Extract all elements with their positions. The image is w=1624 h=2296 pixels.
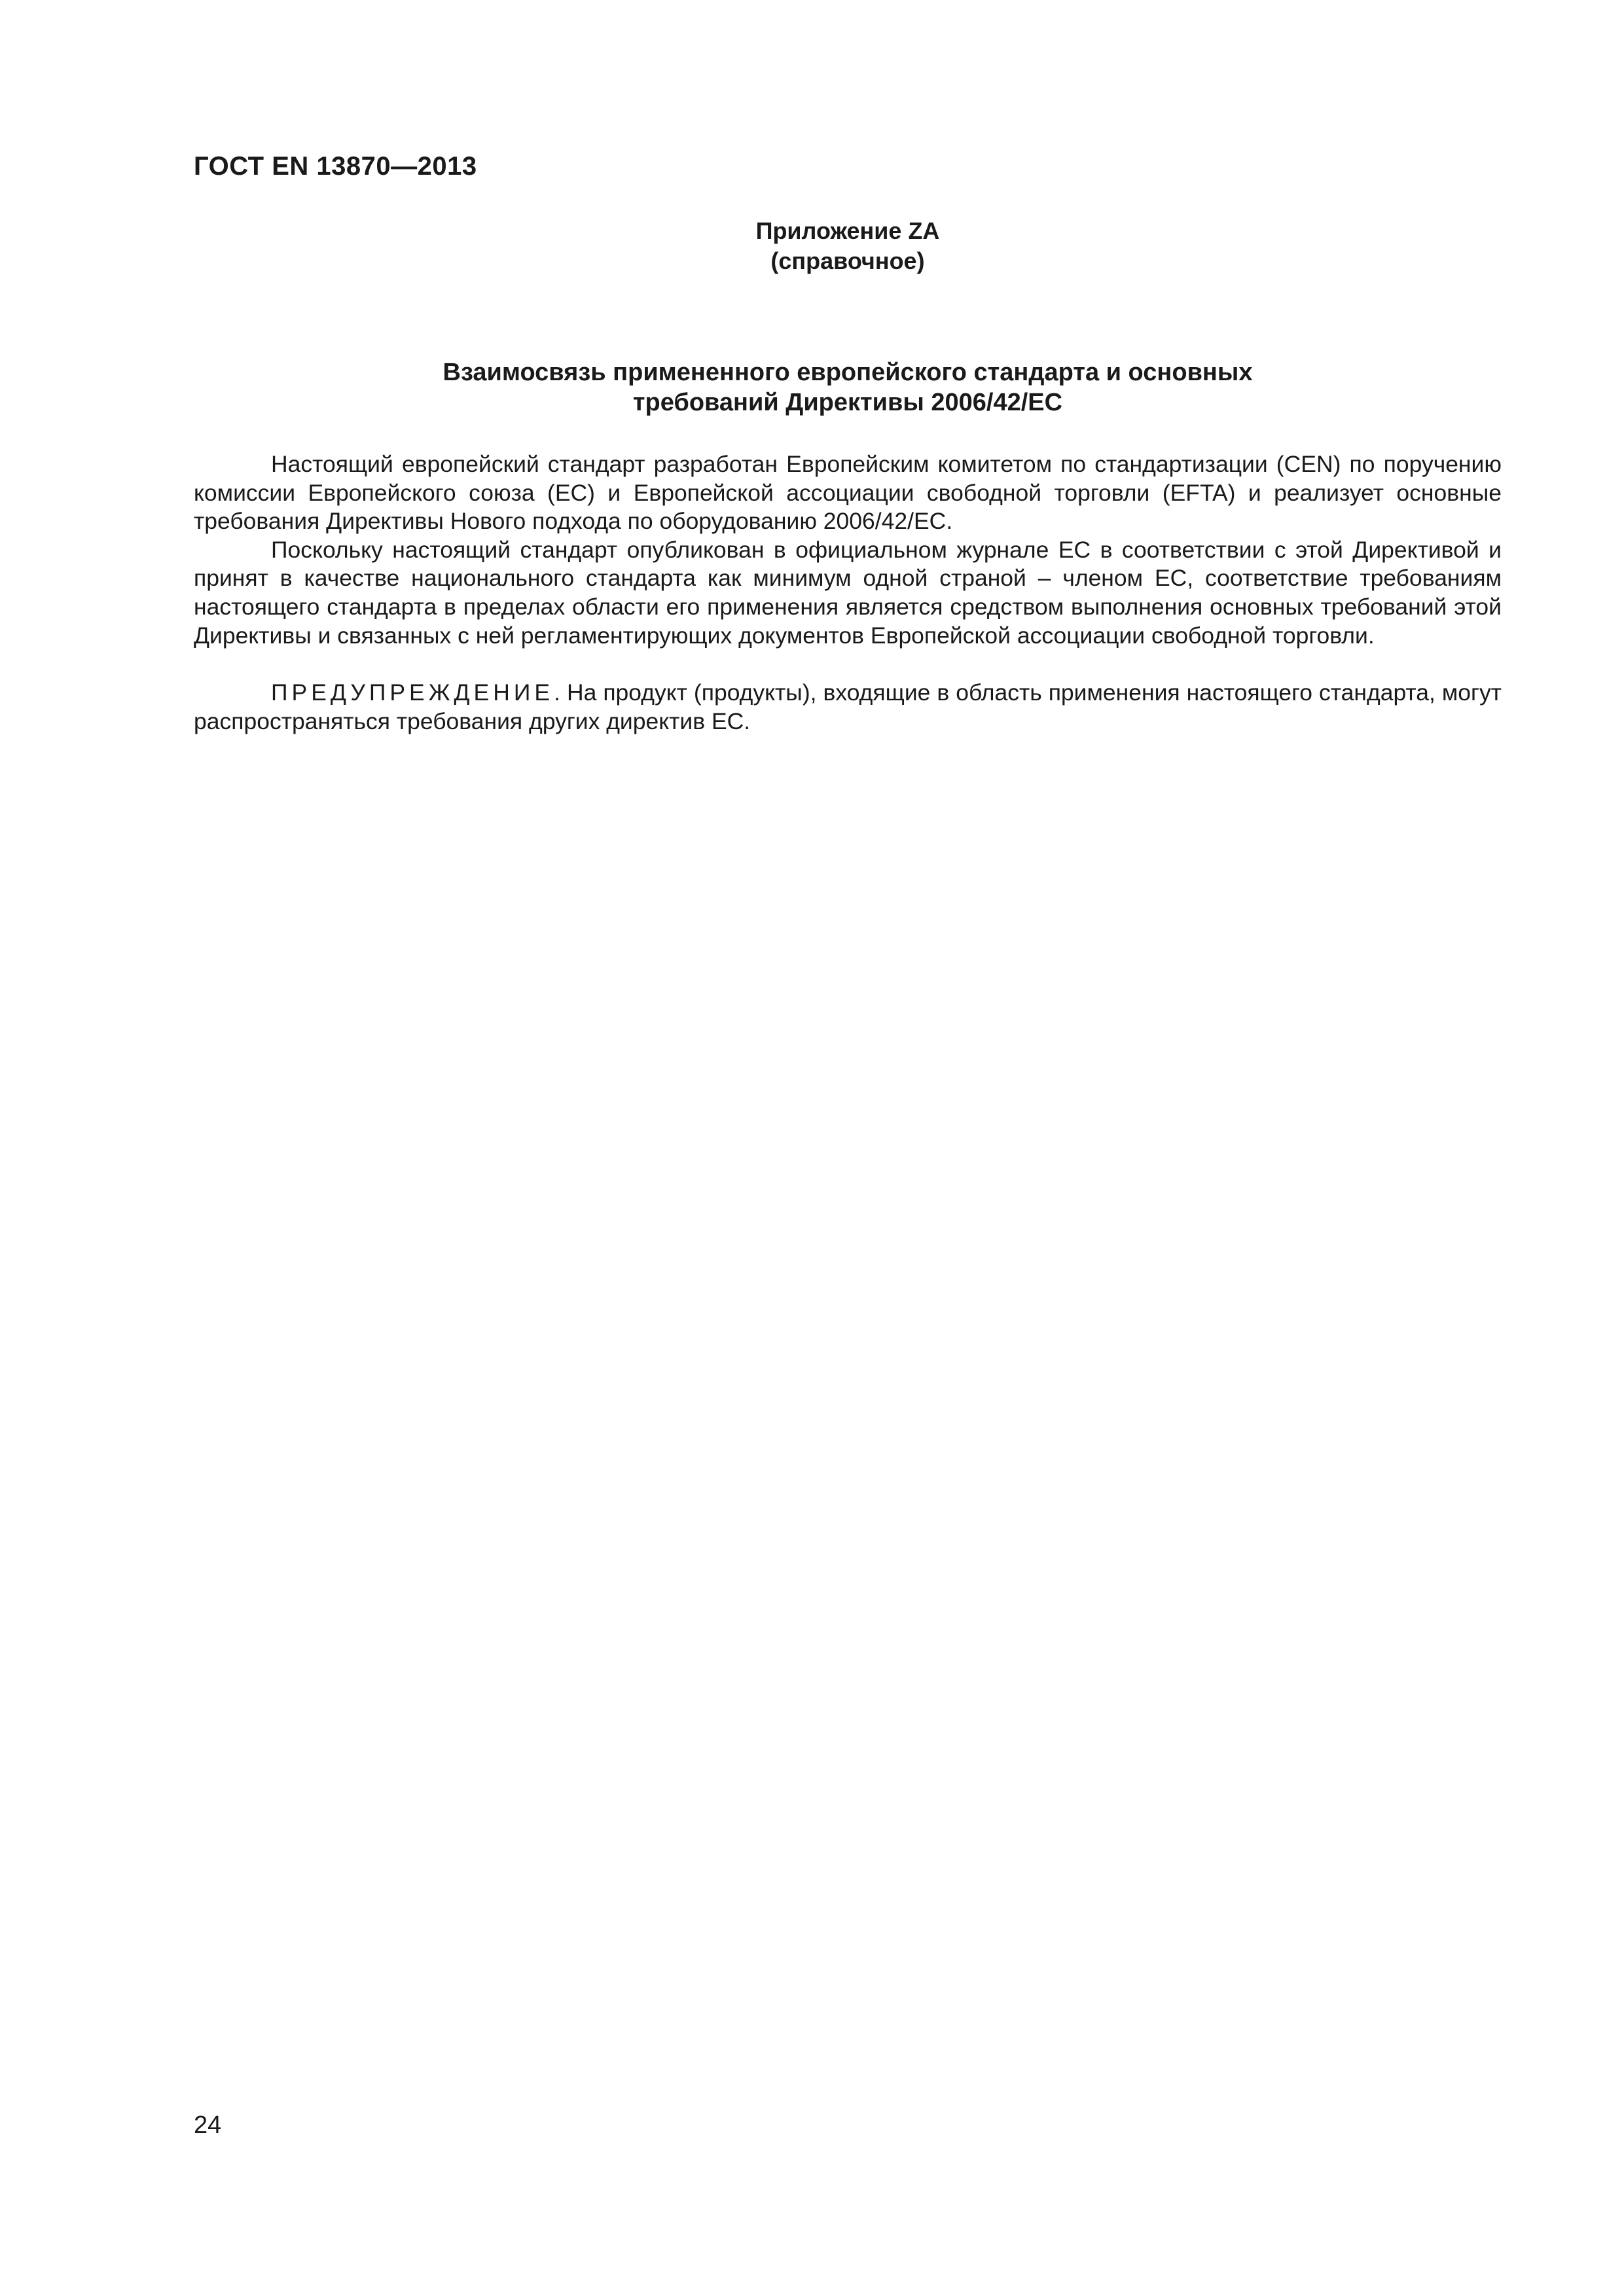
annex-status: (справочное) — [770, 247, 925, 274]
page-number: 24 — [194, 2111, 222, 2139]
document-header: ГОСТ EN 13870—2013 — [194, 152, 477, 181]
annex-title — [194, 357, 1502, 418]
warning-paragraph — [194, 679, 1502, 736]
paragraph-2: Поскольку настоящий стандарт опубликован в официальном журнале ЕС в соответствии с этой Директивой и принят в качестве национального стандарта как минимум одной страной – членом ЕС, соответствие требованиям настоящего стандарта в пределах области его применения является средством выполнения основных требований этой Директивы и связанных с ней регламентирующих документов Европейской ассоциации свободной торговли. — [194, 536, 1502, 649]
paragraph-1: Настоящий европейский стандарт разработан Европейским комитетом по стандартизации (CEN) по поручению комиссии Европейского союза (ЕС) и Европейской ассоциации свободной торговли (EFTA) и реализует основные требования Директивы Нового подхода по оборудованию 2006/42/ЕС. — [194, 451, 1502, 535]
annex-body — [194, 450, 1502, 736]
annex-title-line-2: требований Директивы 2006/42/ЕС — [632, 389, 1063, 416]
warning-text: . На продукт (продукты), входящие в область применения настоящего стандарта, могут распространяться требования других директив ЕС. — [194, 679, 1502, 734]
annex-title-line-1: Взаимосвязь примененного европейского стандарта и основных — [442, 359, 1253, 386]
annex-heading — [194, 216, 1502, 276]
annex-label: Приложение ZA — [755, 217, 940, 244]
warning-label: ПРЕДУПРЕЖДЕНИЕ — [271, 679, 554, 706]
